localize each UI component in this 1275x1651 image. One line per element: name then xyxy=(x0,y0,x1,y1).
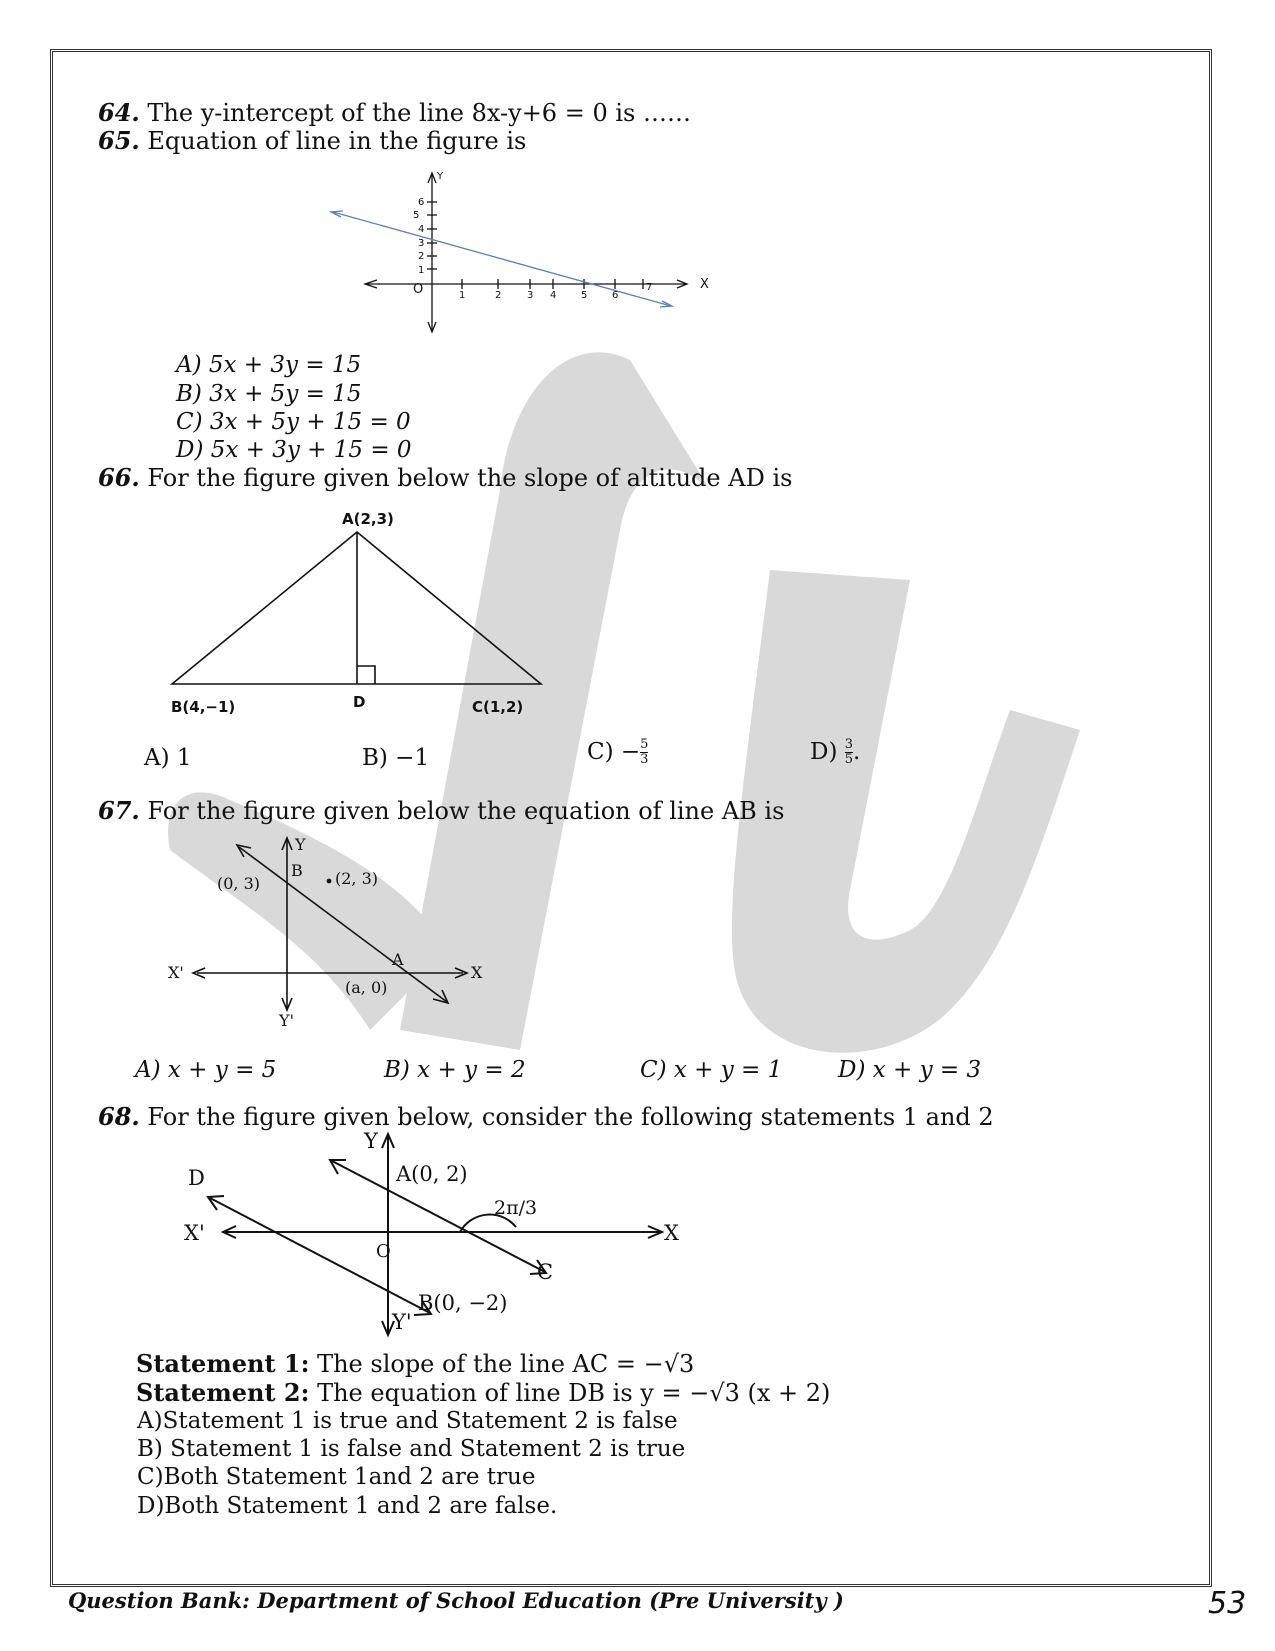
question-text: The y-intercept of the line 8x-y+6 = 0 is …… xyxy=(147,99,691,127)
q67-option-d: D) x + y = 3 xyxy=(838,1057,982,1083)
q68-figure xyxy=(180,1128,710,1343)
question-64 xyxy=(98,98,691,127)
question-number: 67. xyxy=(98,796,140,825)
x-tick: 5 xyxy=(581,290,588,301)
q68-option-c: C)Both Statement 1and 2 are true xyxy=(137,1464,536,1490)
question-number: 64. xyxy=(98,98,140,127)
point-d-label: D xyxy=(188,1166,205,1190)
q65-option-b: B) 3x + 5y = 15 xyxy=(176,381,362,407)
x-label: X xyxy=(700,277,709,292)
x-prime-label: X' xyxy=(184,1221,205,1245)
y-label: Y xyxy=(364,1129,378,1153)
origin-label: O xyxy=(413,282,424,297)
x-tick: 4 xyxy=(550,290,557,301)
question-67 xyxy=(98,796,785,825)
point-b-label: B(0, −2) xyxy=(418,1291,508,1315)
foot-d-label: D xyxy=(353,693,366,711)
y-label: Y xyxy=(437,171,444,182)
statement-1-label: Statement 1: xyxy=(136,1349,310,1378)
question-text: For the figure given below, consider the following statements 1 and 2 xyxy=(147,1103,994,1131)
question-number: 66. xyxy=(98,463,140,492)
point-a-label: A(0, 2) xyxy=(396,1162,468,1186)
footer-text: Question Bank: Department of School Education (Pre University ) xyxy=(68,1588,844,1613)
q66-triangle-figure xyxy=(165,505,555,725)
x-tick: 6 xyxy=(612,290,619,301)
point-b-coord: (0, 3) xyxy=(217,874,261,893)
q68-option-a: A)Statement 1 is true and Statement 2 is false xyxy=(137,1408,678,1434)
q66-option-a: A) 1 xyxy=(144,745,192,771)
y-label: Y xyxy=(295,835,306,854)
point-23-label: (2, 3) xyxy=(335,869,379,888)
point-a-coord: (a, 0) xyxy=(345,978,388,997)
q66-option-d: D) $\frac{3}{5}$ . xyxy=(810,737,861,768)
question-number: 65. xyxy=(98,126,140,155)
angle-label: 2π/3 xyxy=(494,1197,538,1219)
q65-figure xyxy=(325,165,725,340)
question-66 xyxy=(98,463,793,492)
vertex-b-label: B(4,−1) xyxy=(171,698,236,716)
y-prime-label: Y' xyxy=(392,1310,412,1334)
x-tick: 2 xyxy=(495,290,502,301)
statement-2 xyxy=(136,1378,831,1407)
statement-1-text: The slope of the line AC = −√3 xyxy=(317,1350,695,1378)
y-tick: 4 xyxy=(418,224,425,235)
question-text: Equation of line in the figure is xyxy=(147,127,527,155)
x-prime-label: X' xyxy=(168,963,184,982)
question-number: 68. xyxy=(98,1102,140,1131)
y-tick: 3 xyxy=(418,238,425,249)
question-text: For the figure given below the slope of altitude AD is xyxy=(147,464,793,492)
y-tick: 5 xyxy=(413,210,420,221)
q68-option-b: B) Statement 1 is false and Statement 2 is true xyxy=(137,1436,686,1462)
statement-1 xyxy=(136,1349,695,1378)
q65-option-c: C) 3x + 5y + 15 = 0 xyxy=(176,409,411,435)
q68-option-d: D)Both Statement 1 and 2 are false. xyxy=(137,1493,558,1519)
vertex-c-label: C(1,2) xyxy=(472,698,524,716)
q66-option-b: B) −1 xyxy=(362,745,430,771)
graph-line xyxy=(333,212,671,306)
x-label: X xyxy=(471,963,483,982)
y-tick: 2 xyxy=(418,251,425,262)
question-68 xyxy=(98,1102,994,1131)
q67-option-b: B) x + y = 2 xyxy=(384,1057,526,1083)
question-65 xyxy=(98,126,527,155)
origin-label: O xyxy=(376,1241,391,1262)
statement-2-label: Statement 2: xyxy=(136,1378,310,1407)
line-db xyxy=(210,1198,430,1313)
question-text: For the figure given below the equation of line AB is xyxy=(147,797,785,825)
x-tick: 1 xyxy=(459,290,466,301)
point-c-label: C xyxy=(537,1260,554,1284)
y-tick: 6 xyxy=(418,197,425,208)
q66-option-c: C) − $\frac{5}{3}$ xyxy=(587,737,649,768)
q65-option-a: A) 5x + 3y = 15 xyxy=(176,352,362,378)
statement-2-text: The equation of line DB is y = −√3 (x + 2) xyxy=(317,1379,831,1407)
q67-option-c: C) x + y = 1 xyxy=(640,1057,783,1083)
q67-figure xyxy=(165,830,505,1030)
x-tick: 3 xyxy=(527,290,534,301)
q67-option-a: A) x + y = 5 xyxy=(135,1057,277,1083)
q65-option-d: D) 5x + 3y + 15 = 0 xyxy=(176,437,412,463)
y-prime-label: Y' xyxy=(279,1011,294,1030)
x-label: X xyxy=(664,1221,679,1245)
x-tick: 7 xyxy=(646,282,653,293)
vertex-a-label: A(2,3) xyxy=(342,510,394,528)
point-a-label: A xyxy=(392,950,404,969)
point-b-label: B xyxy=(291,861,303,880)
page-number: 53 xyxy=(1208,1586,1247,1621)
y-tick: 1 xyxy=(418,265,425,276)
